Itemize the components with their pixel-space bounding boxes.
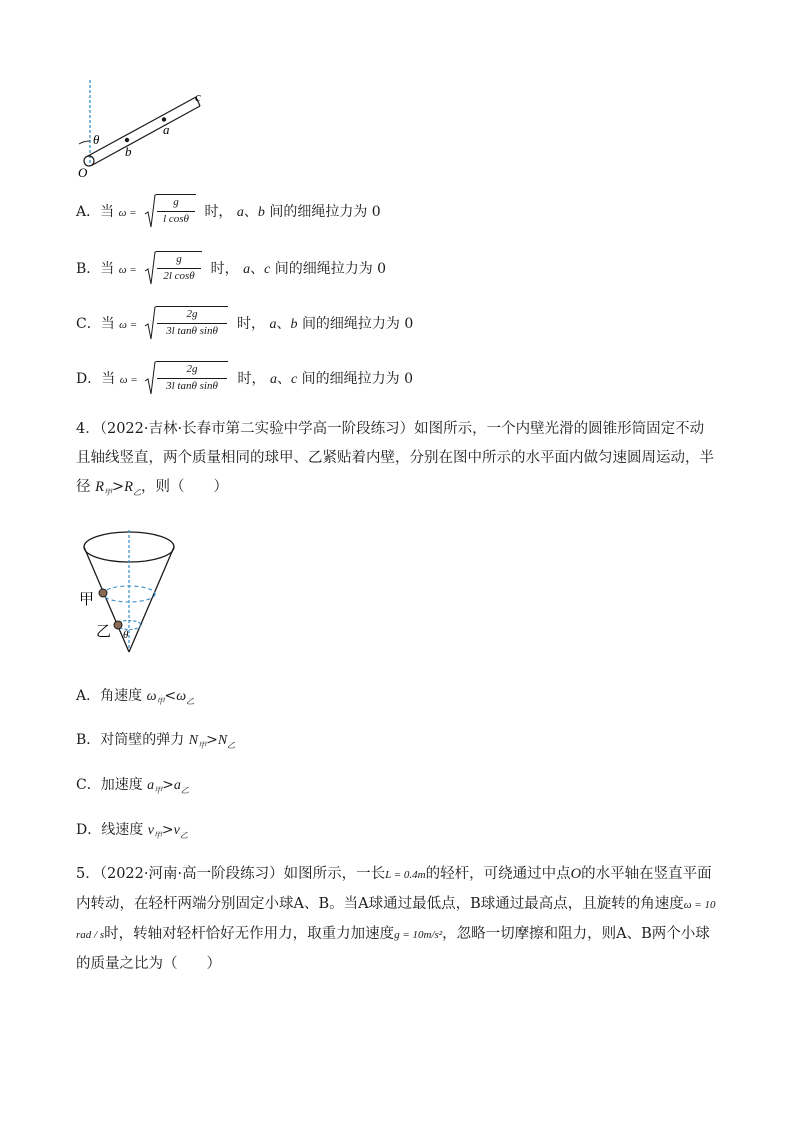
fraction-denominator: l cosθ [163,213,189,225]
label-theta: θ [93,132,100,147]
rod-lower-edge [92,106,201,166]
rod-figure [74,76,214,184]
ball-jia [99,589,107,597]
sqrt-fraction [144,306,226,342]
label-O: O [78,165,88,180]
fraction-denominator: 2l cosθ [163,270,195,282]
q4-option-a: A．角速度 $\omega_甲<\omega_乙$ [76,688,195,706]
fraction-numerator: g [176,253,182,265]
label-c: c [195,89,201,104]
fraction-numerator: 2g [186,363,198,375]
sqrt-fraction [144,361,226,397]
angle-arc [79,141,90,144]
label-jia: 甲 [79,592,95,608]
sqrt-fraction [144,251,202,287]
q3-option-d: D．当 ω = 2g 3l tanθ sinθ 时， a、c 间的细绳拉力为 0 [76,369,413,390]
label-b: b [125,144,132,159]
ball-yi [114,621,122,629]
sqrt-fraction [144,194,202,230]
q4-option-c: C．加速度 $a_甲>a_乙$ [76,777,189,795]
fraction-numerator: 2g [186,308,198,320]
q3-option-c: C．当 ω = 2g 3l tanθ sinθ 时， a、b 间的细绳拉力为 0 [76,314,413,335]
q4-option-d: D．线速度 $v_甲>v_乙$ [76,822,188,840]
q4-stem: 4．（2022·吉林·长春市第二实验中学高一阶段练习）如图所示，一个内壁光滑的圆锥形筒固定不动且轴线竖直，两个质量相同的球甲、乙紧贴着内壁，分别在图中所示的水平面内做匀速圆周运动，半径 $R_甲>R_乙$，则（ ） [76,421,714,497]
q4-option-b: B．对筒壁的弹力 $N_甲>N_乙$ [76,732,236,750]
label-a: a [163,122,170,137]
fraction-denominator: 3l tanθ sinθ [166,380,218,392]
q3-option-a: A．当 ω = g l cosθ 时， a、b 间的细绳拉力为 0 [76,202,381,223]
rod-upper-edge [87,97,196,157]
fraction-denominator: 3l tanθ sinθ [166,325,218,337]
orbit-jia [103,586,155,602]
point-b [125,138,129,142]
fraction-numerator: g [173,196,179,208]
cone-right-wall [129,547,174,652]
cone-figure [74,528,184,656]
label-yi: 乙 [96,624,112,640]
label-theta: θ [123,629,129,641]
q3-option-b: B．当 ω = g 2l cosθ 时， a、c 间的细绳拉力为 0 [76,259,386,280]
q5-stem: 5．（2022·河南·高一阶段练习）如图所示，一长L = 0.4m的轻杆，可绕通过中点O的水平轴在竖直平面内转动，在轻杆两端分别固定小球A、B。当A球通过最低点，B球通过最高点，且旋转的角速度ω = 10 rad / s时，转轴对轻杆恰好无作用力，取重力加速度g = 10m/s²，忽略一切摩擦和阻力，则A、B两个小球的质量之比为（ ） [76,866,716,972]
